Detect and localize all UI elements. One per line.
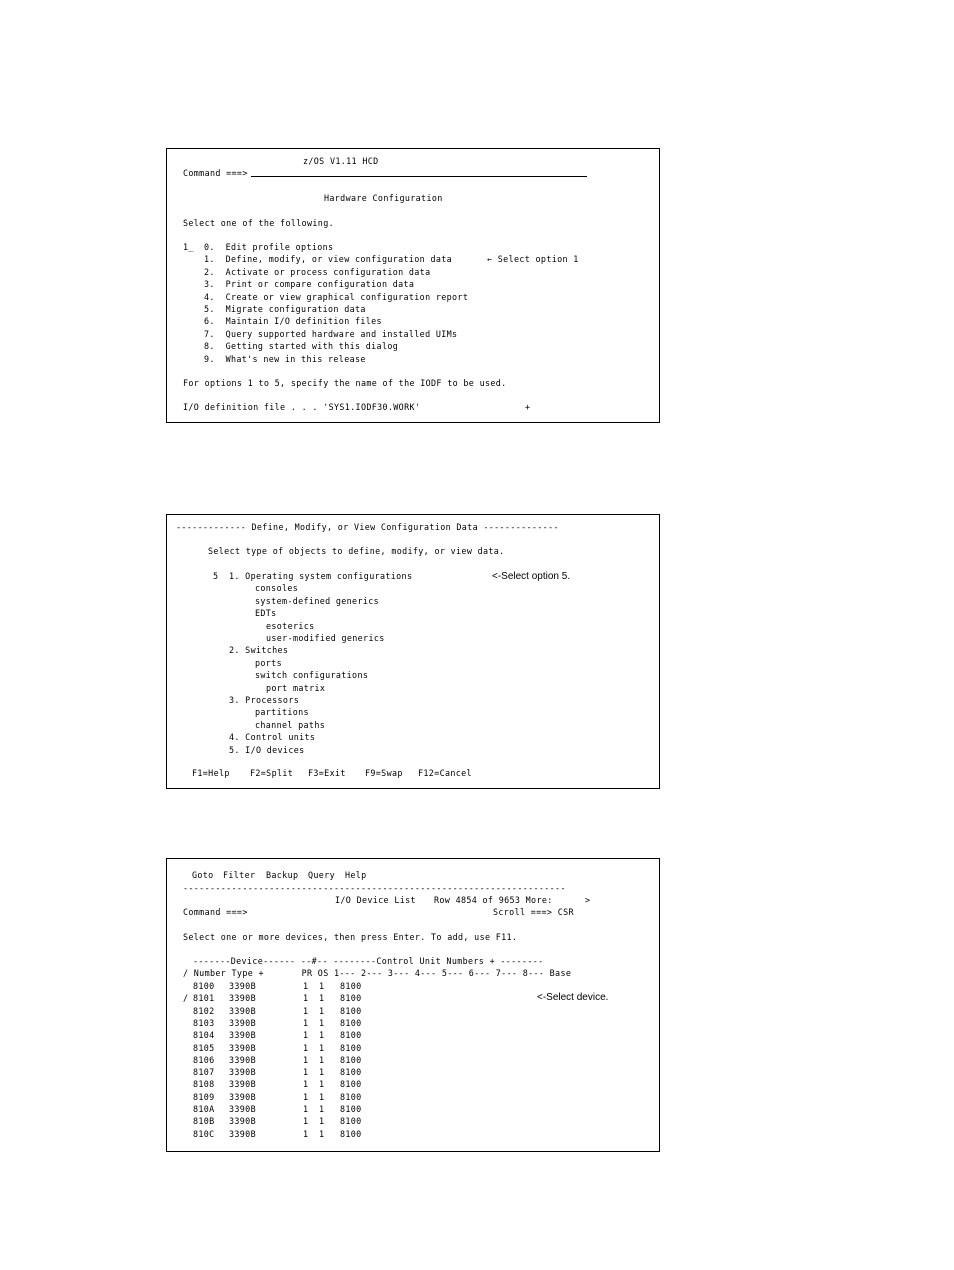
table-row[interactable] — [167, 1103, 659, 1115]
function-key[interactable]: F12=Cancel — [418, 768, 472, 778]
object-type-item[interactable]: port matrix — [266, 682, 326, 693]
device-pr: 1 — [303, 1030, 309, 1041]
device-os: 1 — [319, 1042, 325, 1053]
device-os: 1 — [319, 1116, 325, 1127]
device-number: 8107 — [193, 1067, 215, 1078]
command-label: Command ===> — [183, 907, 248, 917]
command-input[interactable] — [251, 176, 587, 177]
device-os: 1 — [319, 1005, 325, 1016]
object-type-item[interactable]: 4. Control units — [229, 732, 316, 743]
device-os: 1 — [319, 1054, 325, 1065]
instruction-text: Select one of the following. — [183, 218, 334, 228]
device-pr: 1 — [303, 1067, 309, 1078]
object-type-item[interactable]: partitions — [255, 707, 309, 718]
device-number: 8101 — [193, 993, 215, 1004]
iodf-field[interactable]: I/O definition file . . . 'SYS1.IODF30.WORK' — [183, 402, 421, 412]
table-row[interactable] — [167, 1017, 659, 1029]
device-number: 8106 — [193, 1054, 215, 1065]
control-unit: 8100 — [340, 1030, 362, 1041]
panel-heading: Hardware Configuration — [324, 193, 443, 203]
control-unit: 8100 — [340, 981, 362, 991]
select-option-annotation: ← Select option 1 — [487, 254, 579, 264]
device-type: 3390B — [229, 1042, 256, 1053]
selection-field[interactable]: 5 — [213, 571, 219, 581]
device-number: 8103 — [193, 1017, 215, 1028]
device-type: 3390B — [229, 1079, 256, 1090]
device-pr: 1 — [303, 1079, 309, 1090]
row-select-field[interactable]: / — [183, 993, 189, 1004]
device-type: 3390B — [229, 1067, 256, 1078]
table-row[interactable] — [167, 1078, 659, 1090]
option-item[interactable]: 2. Activate or process configuration data — [204, 266, 431, 277]
control-unit: 8100 — [340, 1067, 362, 1078]
device-type: 3390B — [229, 1054, 256, 1065]
device-type: 3390B — [229, 981, 256, 991]
table-row[interactable] — [167, 1091, 659, 1103]
control-unit: 8100 — [340, 1017, 362, 1028]
device-pr: 1 — [303, 1042, 309, 1053]
menu-item[interactable]: Query — [308, 870, 335, 880]
command-label: Command ===> — [183, 168, 248, 178]
scroll-field[interactable]: Scroll ===> CSR — [493, 907, 574, 917]
object-type-item[interactable]: system-defined generics — [255, 595, 380, 606]
device-os: 1 — [319, 1104, 325, 1114]
device-os: 1 — [319, 1091, 325, 1102]
table-row[interactable] — [167, 1042, 659, 1054]
device-type: 3390B — [229, 1116, 256, 1127]
device-number: 8109 — [193, 1091, 215, 1102]
option-item[interactable]: 7. Query supported hardware and installed UIMs — [204, 328, 458, 339]
control-unit: 8100 — [340, 1054, 362, 1065]
device-pr: 1 — [303, 1054, 309, 1065]
io-device-list-panel — [166, 858, 660, 1152]
table-row[interactable] — [167, 1054, 659, 1066]
object-type-item[interactable]: esoterics — [266, 620, 315, 631]
device-type: 3390B — [229, 1030, 256, 1041]
device-os: 1 — [319, 1017, 325, 1028]
object-type-item[interactable]: EDTs — [255, 608, 277, 619]
device-pr: 1 — [303, 1017, 309, 1028]
object-type-item[interactable]: 2. Switches — [229, 645, 289, 656]
option-item[interactable]: 5. Migrate configuration data — [204, 304, 366, 314]
device-number: 810B — [193, 1116, 215, 1127]
object-type-item[interactable]: 1. Operating system configurations — [229, 571, 413, 581]
device-type: 3390B — [229, 1128, 256, 1139]
control-unit: 8100 — [340, 993, 362, 1004]
device-number: 810A — [193, 1104, 215, 1114]
device-number: 8105 — [193, 1042, 215, 1053]
control-unit: 8100 — [340, 1128, 362, 1139]
function-key[interactable]: F3=Exit — [308, 768, 346, 778]
define-modify-view-panel — [166, 514, 660, 789]
object-type-item[interactable]: consoles — [255, 583, 299, 594]
object-type-item[interactable]: switch configurations — [255, 670, 369, 681]
panel-title: I/O Device List — [335, 895, 416, 905]
select-option-annotation: <-Select option 5. — [492, 571, 571, 582]
menu-item[interactable]: Backup — [266, 870, 299, 880]
table-row[interactable] — [167, 980, 659, 992]
panel-title: ------------- Define, Modify, or View Configuration Data -------------- — [176, 522, 559, 532]
table-row[interactable] — [167, 1115, 659, 1127]
table-header-group: -------Device------ --#-- --------Control Unit Numbers + -------- — [193, 956, 544, 966]
table-row[interactable] — [167, 1066, 659, 1078]
row-info: Row 4854 of 9653 More: — [434, 895, 553, 905]
function-key[interactable]: F2=Split — [250, 768, 294, 778]
table-row[interactable] — [167, 1005, 659, 1017]
device-number: 8108 — [193, 1079, 215, 1090]
object-type-item[interactable]: channel paths — [255, 719, 326, 730]
iodf-prompt-plus[interactable]: + — [525, 402, 531, 412]
option-item[interactable]: 9. What's new in this release — [204, 353, 366, 364]
device-number: 8102 — [193, 1005, 215, 1016]
device-os: 1 — [319, 981, 325, 991]
control-unit: 8100 — [340, 1091, 362, 1102]
device-os: 1 — [319, 993, 325, 1004]
table-row[interactable] — [167, 1128, 659, 1140]
device-number: 810C — [193, 1128, 215, 1139]
device-number: 8104 — [193, 1030, 215, 1041]
footer-text: For options 1 to 5, specify the name of the IODF to be used. — [183, 378, 507, 388]
function-key[interactable]: F9=Swap — [365, 768, 403, 778]
device-os: 1 — [319, 1079, 325, 1090]
option-item[interactable]: 0. Edit profile options — [204, 242, 334, 252]
option-selection-field[interactable]: 1_ — [183, 242, 194, 252]
device-type: 3390B — [229, 993, 256, 1004]
select-device-annotation: <-Select device. — [537, 992, 609, 1003]
device-pr: 1 — [303, 1116, 309, 1127]
device-pr: 1 — [303, 1091, 309, 1102]
object-type-item[interactable]: ports — [255, 657, 282, 668]
menu-item[interactable]: Filter — [223, 870, 256, 880]
function-key[interactable]: F1=Help — [192, 768, 230, 778]
device-pr: 1 — [303, 1005, 309, 1016]
control-unit: 8100 — [340, 1104, 362, 1114]
more-right-arrow[interactable]: > — [585, 895, 591, 905]
menu-item[interactable]: Goto — [192, 870, 214, 880]
instruction-text: Select one or more devices, then press Enter. To add, use F11. — [183, 932, 518, 942]
hardware-configuration-panel — [166, 148, 660, 423]
device-pr: 1 — [303, 1128, 309, 1139]
device-pr: 1 — [303, 1104, 309, 1114]
control-unit: 8100 — [340, 1005, 362, 1016]
table-header-columns: / Number Type + PR OS 1--- 2--- 3--- 4--- 5--- 6--- 7--- 8--- Base — [183, 968, 572, 978]
device-os: 1 — [319, 1128, 325, 1139]
option-item[interactable]: 4. Create or view graphical configuration report — [204, 291, 469, 302]
device-os: 1 — [319, 1067, 325, 1078]
device-os: 1 — [319, 1030, 325, 1041]
object-type-item[interactable]: 5. I/O devices — [229, 744, 305, 755]
object-type-item[interactable]: user-modified generics — [266, 633, 385, 643]
option-item[interactable]: 8. Getting started with this dialog — [204, 341, 399, 352]
option-item[interactable]: 3. Print or compare configuration data — [204, 279, 415, 290]
device-pr: 1 — [303, 981, 309, 991]
menu-separator: ----------------------------------------------------------------------- — [183, 883, 566, 893]
menu-item[interactable]: Help — [345, 870, 367, 880]
device-number: 8100 — [193, 981, 215, 991]
object-type-item[interactable]: 3. Processors — [229, 695, 300, 705]
option-item[interactable]: 6. Maintain I/O definition files — [204, 316, 382, 327]
device-type: 3390B — [229, 1104, 256, 1114]
control-unit: 8100 — [340, 1042, 362, 1053]
control-unit: 8100 — [340, 1079, 362, 1090]
instruction-text: Select type of objects to define, modify, or view data. — [208, 546, 505, 556]
device-type: 3390B — [229, 1005, 256, 1016]
table-row[interactable] — [167, 1029, 659, 1041]
panel-title: z/OS V1.11 HCD — [303, 156, 379, 166]
device-pr: 1 — [303, 993, 309, 1004]
device-type: 3390B — [229, 1091, 256, 1102]
option-item[interactable]: 1. Define, modify, or view configuration data — [204, 254, 453, 265]
control-unit: 8100 — [340, 1116, 362, 1127]
device-type: 3390B — [229, 1017, 256, 1028]
